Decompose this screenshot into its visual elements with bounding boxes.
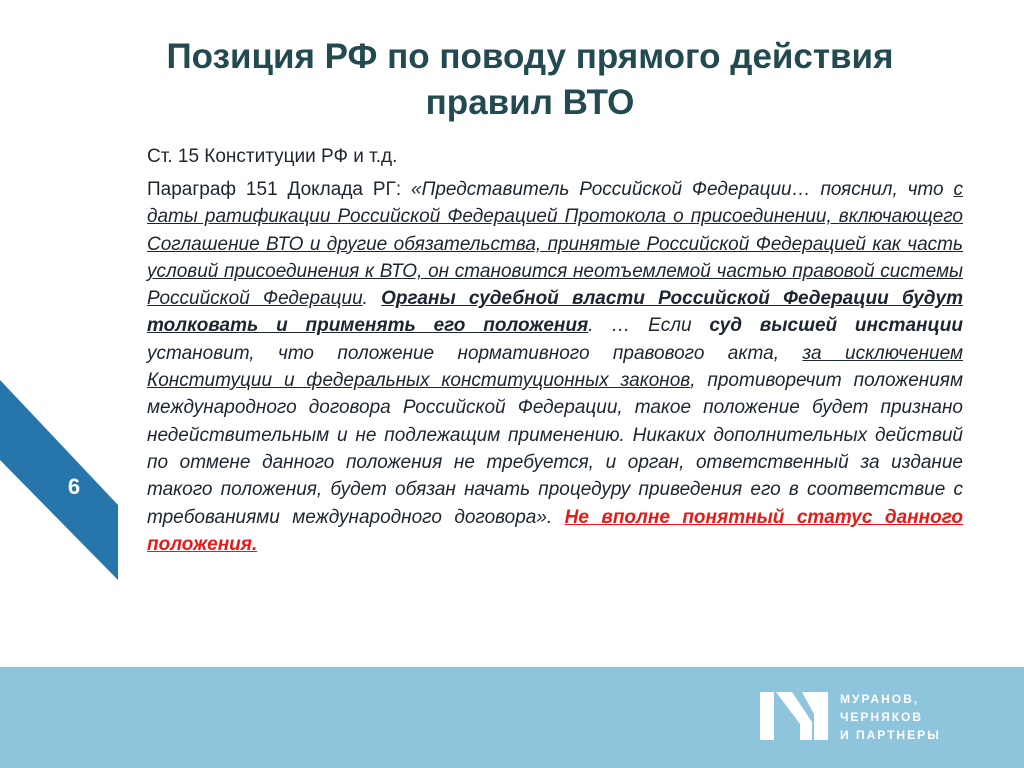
paragraph-intro: Параграф 151 Доклада РГ: <box>147 179 411 200</box>
slide-title-line-2: правил ВТО <box>425 83 635 122</box>
period-1: . <box>362 288 382 310</box>
report-paragraph <box>147 176 963 558</box>
constitution-reference: Ст. 15 Конституции РФ и т.д. <box>147 146 398 167</box>
logo-line-1: МУРАНОВ, <box>840 692 920 706</box>
judicial-bodies-clause: Органы судебной власти Российской Федерации будут толковать и применять его положения <box>147 288 964 337</box>
logo-line-3: И ПАРТНЕРЫ <box>840 728 941 742</box>
supreme-court-phrase: суд высшей инстанции <box>709 315 964 337</box>
constitution-exception-clause: за исключением Конституции и федеральных конституционных законов <box>147 342 963 392</box>
slide-number: 6 <box>67 474 81 499</box>
ratification-clause: с даты ратификации Российской Федерацией Протокола о присоединении, включающего Соглашение ВТО и другие обязательства, принятые Российской Федерацией как часть условий присоединения к ВТО, он становится неотъемлемой частью правовой системы Российской Федерации <box>147 179 963 310</box>
slide-title <box>90 34 970 126</box>
logo-line-2: ЧЕРНЯКОВ <box>840 710 924 724</box>
normative-act-clause: установит, что положение нормативного правового акта, <box>147 342 803 364</box>
firm-logo-text <box>840 690 941 744</box>
unclear-status-note: Не вполне понятный статус данного положения. <box>147 506 963 555</box>
slide-title-line-1: Позиция РФ по поводу прямого действия <box>166 37 894 76</box>
period-2: . <box>546 506 565 528</box>
firm-logo-icon <box>760 690 830 742</box>
quote-opening: «Представитель Российской Федерации… пояснил, что <box>411 179 954 200</box>
if-clause-start: . … Если <box>588 315 710 337</box>
conflict-clause: , противоречит положениям международного договора Российской Федерации, такое положение будет признано недействительным и не подлежащим применению. Никаких дополнительных действий по отмене данного положения не требуется, и орган, ответственный за издание такого положения, будет обязан начать процедуру приведения его в соответствие с требованиями международного договора» <box>147 370 963 528</box>
